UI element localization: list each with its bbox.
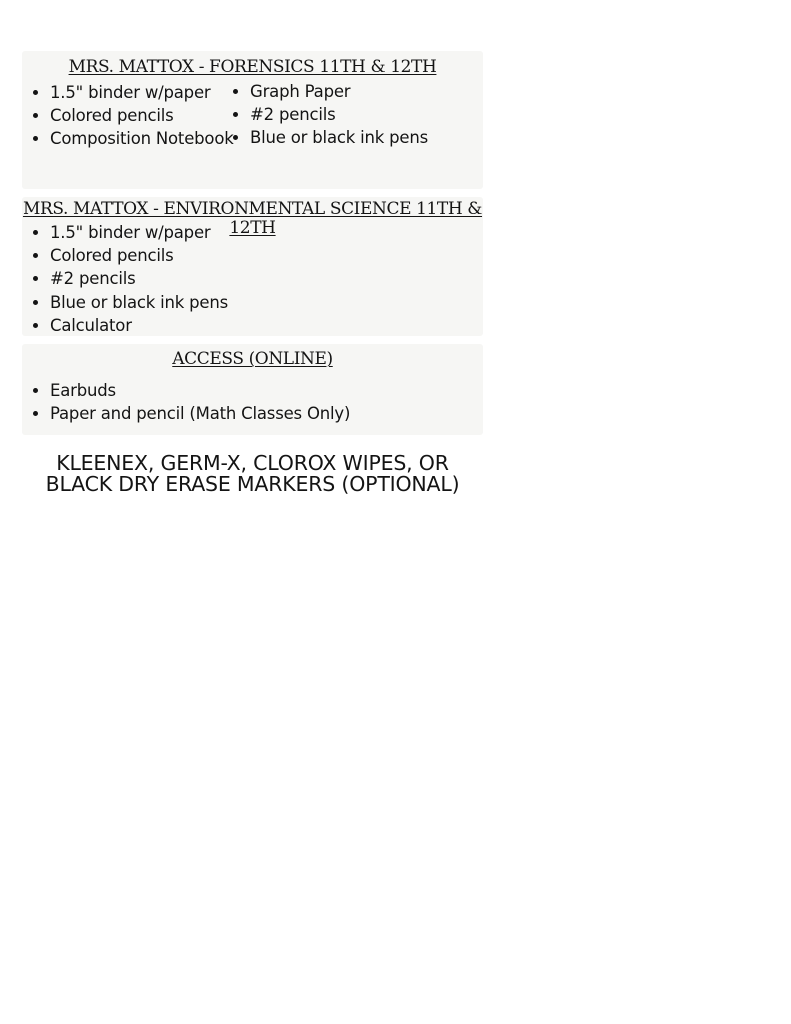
list-item: • Colored pencils: [50, 244, 490, 267]
list-item: • #2 pencils: [250, 103, 510, 126]
environmental-science-list: [22, 221, 490, 337]
environmental-science-supply-card: [22, 197, 483, 336]
list-item: • #2 pencils: [50, 267, 490, 290]
list-item: • 1.5" binder w/paper: [50, 81, 250, 104]
list-item: • Paper and pencil (Math Classes Only): [50, 402, 490, 425]
list-item: • Colored pencils: [50, 104, 250, 127]
access-online-supply-card: [22, 344, 483, 435]
access-online-title: ACCESS (ONLINE): [172, 349, 333, 369]
list-item: • Calculator: [50, 314, 490, 337]
forensics-list-left: [22, 81, 250, 151]
forensics-list-right: [222, 80, 510, 150]
forensics-title: MRS. MATTOX - FORENSICS 11TH & 12TH: [68, 57, 437, 77]
list-item: • Composition Notebook: [50, 127, 250, 150]
access-online-list: [22, 379, 490, 425]
list-item: • Blue or black ink pens: [50, 291, 490, 314]
list-item: • 1.5" binder w/paper: [50, 221, 490, 244]
environmental-science-title: MRS. MATTOX - ENVIRONMENTAL SCIENCE 11TH & 12TH: [22, 199, 483, 238]
forensics-supply-card: [22, 51, 483, 189]
list-item: • Blue or black ink pens: [250, 126, 510, 149]
optional-supplies-note: KLEENEX, GERM-X, CLOROX WIPES, OR BLACK DRY ERASE MARKERS (OPTIONAL): [45, 451, 460, 496]
list-item: • Earbuds: [50, 379, 490, 402]
list-item: • Graph Paper: [250, 80, 510, 103]
